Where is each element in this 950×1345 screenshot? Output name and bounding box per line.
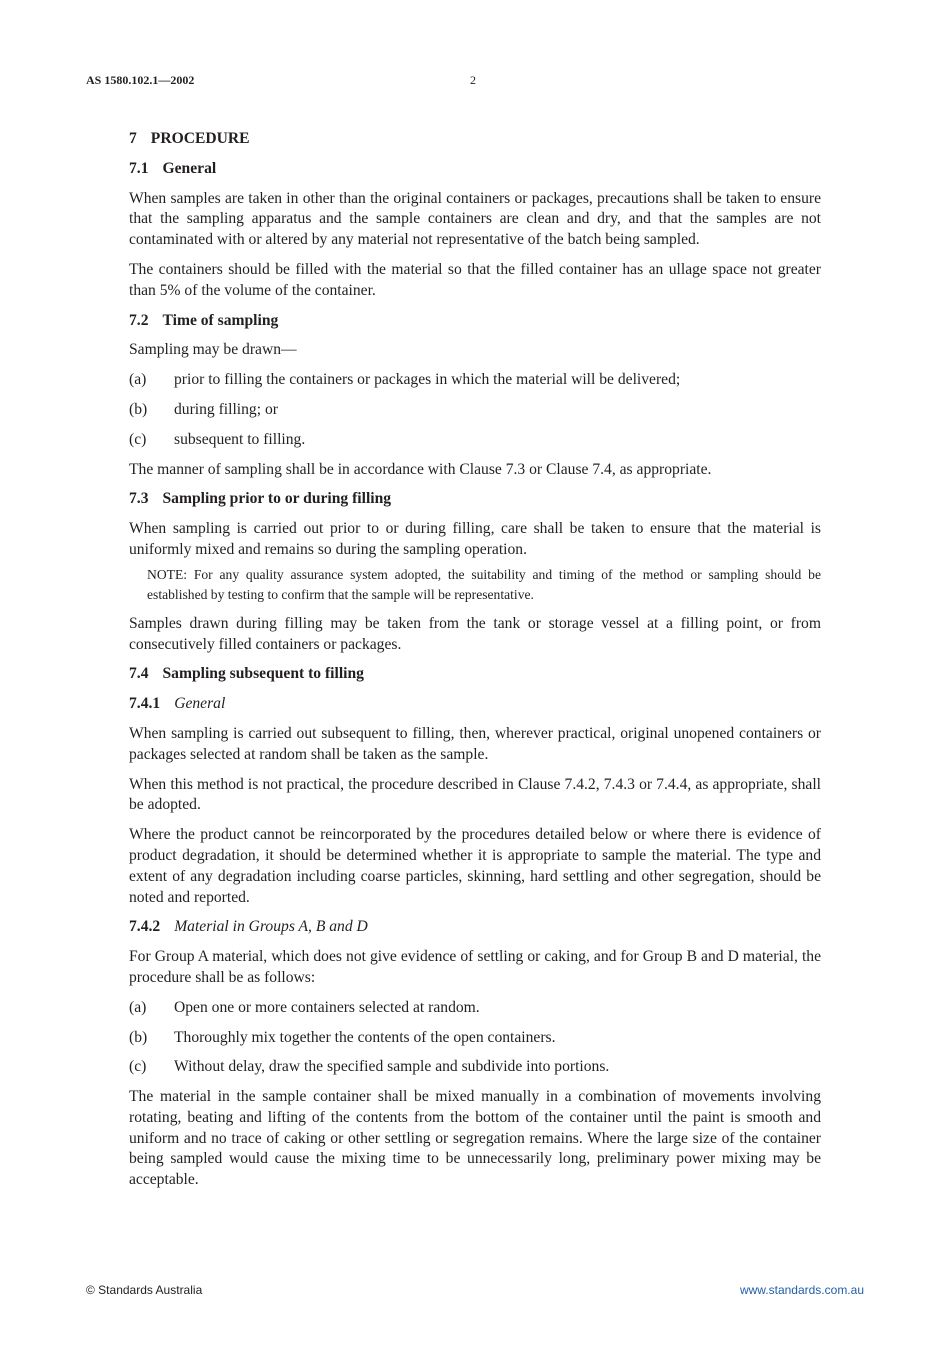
list-item: (b) Thoroughly mix together the contents of the open containers.	[129, 1028, 556, 1046]
paragraph: When sampling is carried out prior to or during filling, care shall be taken to ensure that the material is uniformly mixed and remains so during the sampling operation.	[129, 520, 821, 558]
page-content	[129, 129, 821, 1191]
clause-7-4-1-heading: 7.4.1 General	[129, 695, 226, 713]
clause-7-4-heading: 7.4 Sampling subsequent to filling	[129, 665, 364, 683]
clause-7-3-heading: 7.3 Sampling prior to or during filling	[129, 490, 392, 508]
paragraph: The manner of sampling shall be in accordance with Clause 7.3 or Clause 7.4, as appropriate.	[129, 460, 712, 478]
document-id: AS 1580.102.1—2002	[86, 73, 195, 87]
clause-7-1-heading: 7.1 General	[129, 159, 217, 177]
section-7-heading	[129, 129, 821, 150]
list-item: (a) prior to filling the containers or packages in which the material will be delivered;	[129, 371, 681, 389]
paragraph: The containers should be filled with the material so that the filled container has an ullage space not greater than 5% of the volume of the container.	[129, 260, 821, 299]
paragraph: Sampling may be drawn—	[129, 341, 297, 359]
list-item: (c) subsequent to filling.	[129, 430, 306, 448]
section-number: 7	[129, 130, 137, 147]
list-item: (b) during filling; or	[129, 400, 278, 418]
paragraph: When this method is not practical, the procedure described in Clause 7.4.2, 7.4.3 or 7.4.4, as appropriate, shall be adopted.	[129, 775, 821, 814]
paragraph: The material in the sample container shall be mixed manually in a combination of movements involving rotating, beating and lifting of the contents from the bottom of the container until the paint is smooth and uniform and no trace of caking or other settling or segregation remains. Where the large size of the container being sampled would cause the mixing time to be unnecessarily long, preliminary power mixing may be acceptable.	[129, 1088, 821, 1189]
list-item: (c) Without delay, draw the specified sample and subdivide into portions.	[129, 1058, 610, 1076]
paragraph: For Group A material, which does not give evidence of settling or caking, and for Group B and D material, the procedure shall be as follows:	[129, 948, 821, 986]
note: NOTE: For any quality assurance system adopted, the suitability and timing of the method or sampling should be established by testing to confirm that the sample will be representative.	[147, 566, 821, 602]
paragraph: Samples drawn during filling may be taken from the tank or storage vessel at a filling point, or from consecutively filled containers or packages.	[129, 614, 821, 653]
clause-7-4-2-heading: 7.4.2 Material in Groups A, B and D	[129, 918, 368, 936]
paragraph: When sampling is carried out subsequent to filling, then, wherever practical, original unopened containers or packages selected at random shall be taken as the sample.	[129, 724, 821, 763]
website-link[interactable]: www.standards.com.au	[739, 1283, 864, 1297]
page-number: 2	[470, 73, 476, 87]
copyright-notice: © Standards Australia	[86, 1283, 203, 1297]
section-title: PROCEDURE	[150, 130, 250, 147]
paragraph: Where the product cannot be reincorporated by the procedures detailed below or where there is evidence of product degradation, it should be determined whether it is appropriate to sample the material. The type and extent of any degradation including coarse particles, skinning, hard settling and other segregation, should be noted and reported.	[129, 826, 821, 906]
list-item: (a) Open one or more containers selected at random.	[129, 998, 480, 1016]
clause-7-2-heading: 7.2 Time of sampling	[129, 311, 279, 329]
paragraph: When samples are taken in other than the original containers or packages, precautions shall be taken to ensure that the sampling apparatus and the sample containers are clean and dry, and that the samples are not contaminated with or altered by any material not representative of the batch being sampled.	[129, 189, 821, 249]
